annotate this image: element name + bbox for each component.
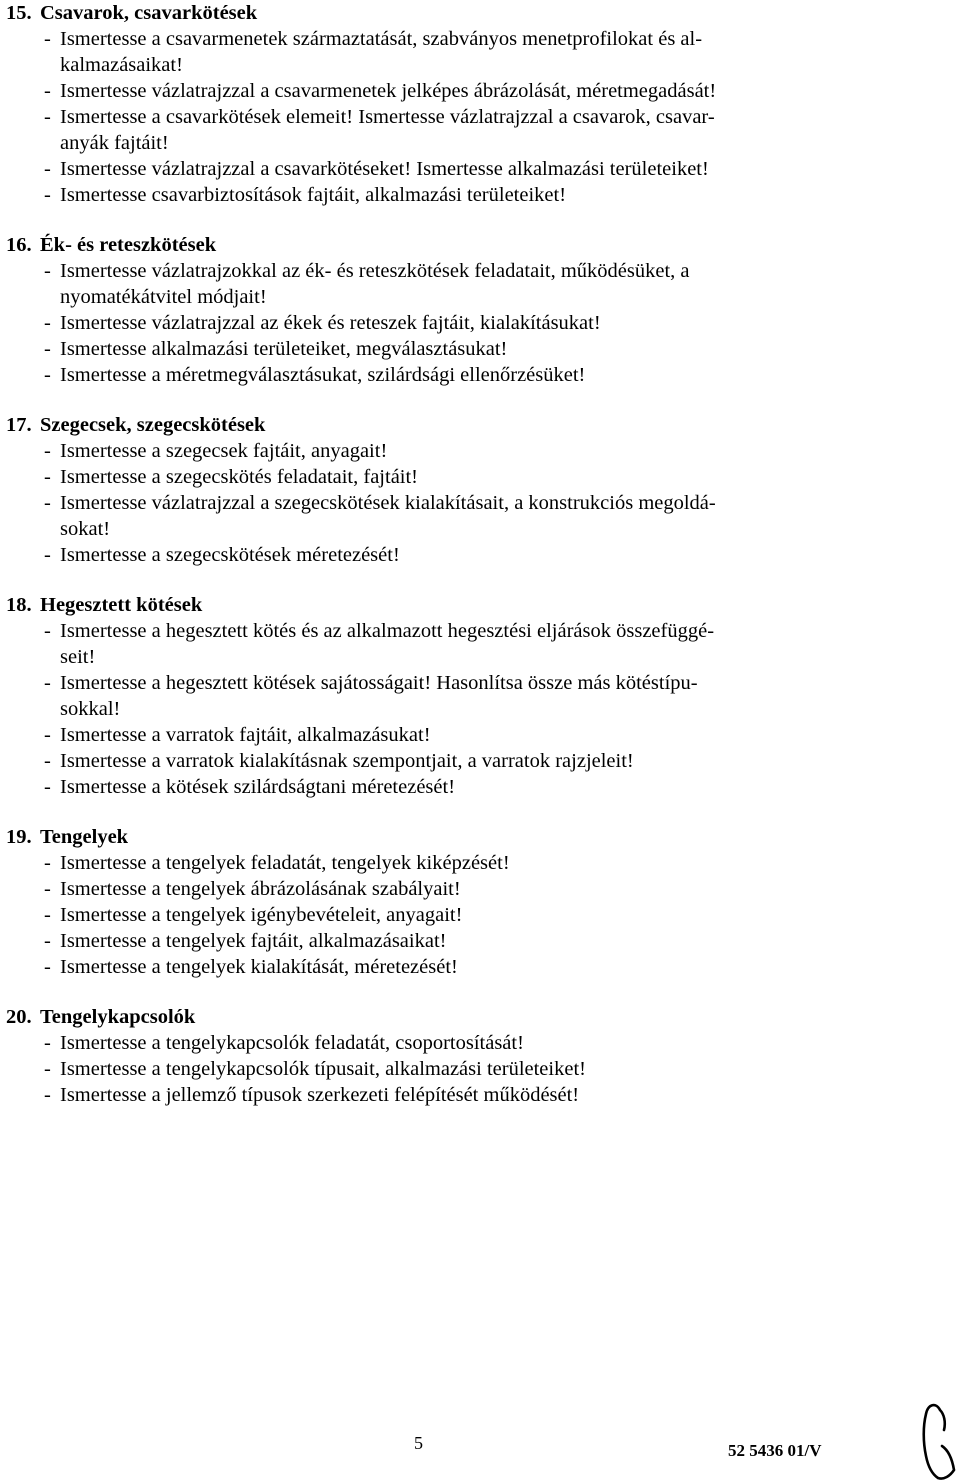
list-bullet: - [44, 364, 51, 386]
section-title [0, 232, 960, 258]
section-title [0, 824, 960, 850]
list-bullet: - [44, 956, 51, 978]
section [0, 592, 960, 800]
list-item [0, 78, 960, 104]
section-heading: Szegecsek, szegecskötések [40, 414, 266, 436]
handwritten-signature [914, 1400, 958, 1482]
list-item [0, 310, 960, 336]
list-bullet: - [44, 904, 51, 926]
section-title [0, 0, 960, 26]
list-item [0, 1056, 960, 1082]
section-number: 18. [6, 594, 32, 616]
list-item-text: Ismertesse alkalmazási területeiket, megválasztásukat! [60, 338, 508, 360]
list-bullet: - [44, 672, 51, 694]
list-item-text: Ismertesse a tengelyek kialakítását, méretezését! [60, 956, 458, 978]
list-bullet: - [44, 492, 51, 514]
list-item [0, 26, 960, 78]
list-bullet: - [44, 466, 51, 488]
section-title [0, 1004, 960, 1030]
list-item [0, 902, 960, 928]
list-item-text: Ismertesse vázlatrajzzal a szegecskötések kialakításait, a konstrukciós megoldá- [60, 492, 716, 514]
list-bullet: - [44, 28, 51, 50]
list-item-text: Ismertesse a varratok kialakításnak szempontjait, a varratok rajzjeleit! [60, 750, 634, 772]
list-item [0, 104, 960, 156]
list-bullet: - [44, 106, 51, 128]
list-bullet: - [44, 852, 51, 874]
list-item-text: Ismertesse a méretmegválasztásukat, szilárdsági ellenőrzésüket! [60, 364, 586, 386]
section-number: 15. [6, 2, 32, 24]
document-code: 52 5436 01/V [728, 1441, 822, 1460]
list-item-text: Ismertesse a tengelyek ábrázolásának szabályait! [60, 878, 461, 900]
list-item [0, 490, 960, 542]
list-item [0, 464, 960, 490]
list-item [0, 1082, 960, 1108]
list-item-text: Ismertesse a szegecskötés feladatait, fajtáit! [60, 466, 419, 488]
list-item [0, 774, 960, 800]
list-bullet: - [44, 1084, 51, 1106]
section-heading: Tengelykapcsolók [40, 1006, 196, 1028]
list-item [0, 928, 960, 954]
section-title [0, 592, 960, 618]
list-item [0, 438, 960, 464]
section-heading: Ék- és reteszkötések [40, 234, 217, 256]
list-item [0, 542, 960, 568]
section [0, 824, 960, 980]
list-bullet: - [44, 80, 51, 102]
section-number: 16. [6, 234, 32, 256]
list-item-text: Ismertesse a csavarmenetek származtatását, szabványos menetprofilokat és al- [60, 28, 703, 50]
list-item-text: kalmazásaikat! [60, 54, 183, 76]
list-bullet: - [44, 1032, 51, 1054]
list-bullet: - [44, 312, 51, 334]
list-bullet: - [44, 184, 51, 206]
list-bullet: - [44, 338, 51, 360]
list-bullet: - [44, 260, 51, 282]
list-item-text: Ismertesse a tengelyek igénybevételeit, anyagait! [60, 904, 463, 926]
list-item-text: sokkal! [60, 698, 121, 720]
section-heading: Tengelyek [40, 826, 129, 848]
list-item-text: Ismertesse a hegesztett kötés és az alkalmazott hegesztési eljárások összefüggé- [60, 620, 715, 642]
section-title [0, 412, 960, 438]
list-item [0, 670, 960, 722]
list-item-text: Ismertesse a tengelyek fajtáit, alkalmazásaikat! [60, 930, 447, 952]
list-item [0, 362, 960, 388]
list-item [0, 748, 960, 774]
section [0, 412, 960, 568]
list-item-text: Ismertesse csavarbiztosítások fajtáit, alkalmazási területeiket! [60, 184, 567, 206]
page-number: 5 [414, 1433, 423, 1453]
list-item-text: Ismertesse a varratok fajtáit, alkalmazásukat! [60, 724, 431, 746]
section-number: 17. [6, 414, 32, 436]
list-item-text: anyák fajtáit! [60, 132, 169, 154]
list-item-text: sokat! [60, 518, 111, 540]
list-bullet: - [44, 158, 51, 180]
list-item [0, 618, 960, 670]
section-heading: Csavarok, csavarkötések [40, 2, 258, 24]
list-bullet: - [44, 1058, 51, 1080]
list-bullet: - [44, 620, 51, 642]
list-item [0, 156, 960, 182]
list-item-text: Ismertesse a tengelykapcsolók típusait, alkalmazási területeiket! [60, 1058, 586, 1080]
list-item [0, 1030, 960, 1056]
list-item [0, 336, 960, 362]
list-bullet: - [44, 776, 51, 798]
list-bullet: - [44, 544, 51, 566]
list-item-text: seit! [60, 646, 96, 668]
list-bullet: - [44, 878, 51, 900]
list-item-text: Ismertesse a jellemző típusok szerkezeti felépítését működését! [60, 1084, 580, 1106]
list-item-text: Ismertesse a csavarkötések elemeit! Ismertesse vázlatrajzzal a csavarok, csavar- [60, 106, 715, 128]
section-heading: Hegesztett kötések [40, 594, 203, 616]
list-bullet: - [44, 750, 51, 772]
list-item-text: Ismertesse vázlatrajzzal a csavarkötéseket! Ismertesse alkalmazási területeiket! [60, 158, 709, 180]
section-number: 20. [6, 1006, 32, 1028]
list-bullet: - [44, 930, 51, 952]
list-item-text: Ismertesse a szegecskötések méretezését! [60, 544, 400, 566]
list-item [0, 182, 960, 208]
list-item-text: Ismertesse vázlatrajzokkal az ék- és reteszkötések feladatait, működésüket, a [60, 260, 690, 282]
list-item [0, 954, 960, 980]
list-item [0, 722, 960, 748]
list-item-text: Ismertesse a tengelyek feladatát, tengelyek kiképzését! [60, 852, 510, 874]
list-bullet: - [44, 440, 51, 462]
section-number: 19. [6, 826, 32, 848]
list-bullet: - [44, 724, 51, 746]
list-item [0, 876, 960, 902]
list-item-text: Ismertesse a hegesztett kötések sajátosságait! Hasonlítsa össze más kötéstípu- [60, 672, 698, 694]
list-item-text: nyomatékátvitel módjait! [60, 286, 267, 308]
list-item [0, 850, 960, 876]
section [0, 0, 960, 208]
list-item-text: Ismertesse a tengelykapcsolók feladatát, csoportosítását! [60, 1032, 524, 1054]
list-item-text: Ismertesse a kötések szilárdságtani méretezését! [60, 776, 456, 798]
list-item-text: Ismertesse vázlatrajzzal az ékek és reteszek fajtáit, kialakításukat! [60, 312, 601, 334]
section [0, 232, 960, 388]
list-item-text: Ismertesse a szegecsek fajtáit, anyagait! [60, 440, 388, 462]
list-item [0, 258, 960, 310]
list-item-text: Ismertesse vázlatrajzzal a csavarmenetek jelképes ábrázolását, méretmegadását! [60, 80, 717, 102]
section [0, 1004, 960, 1108]
